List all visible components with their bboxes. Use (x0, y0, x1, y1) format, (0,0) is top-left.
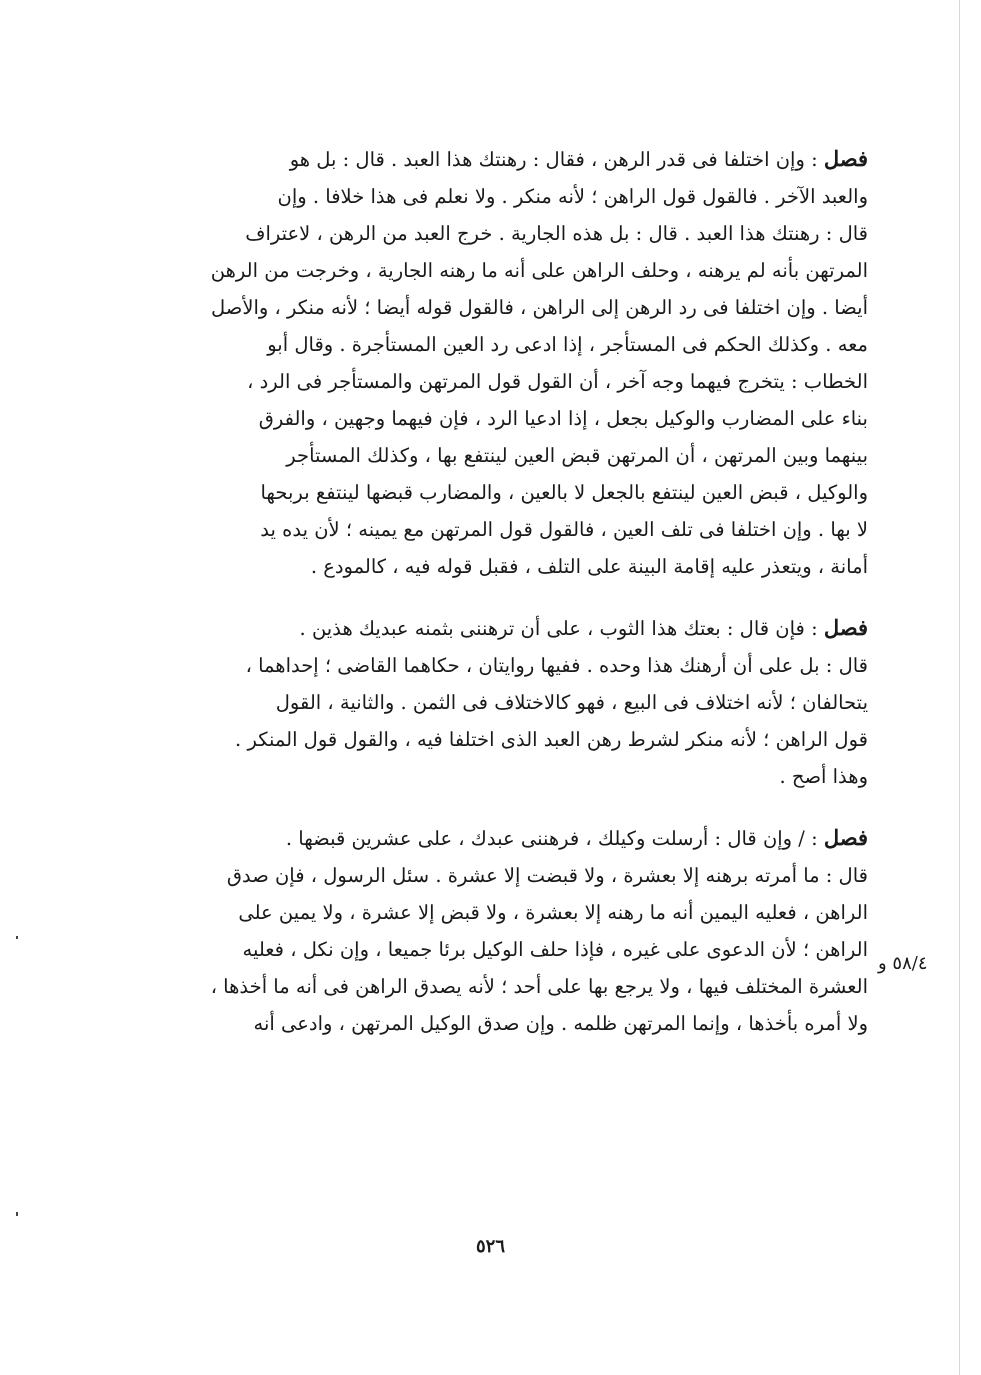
section-1-line-3: قال : رهنتك هذا العبد . قال : بل هذه الجارية . خرج العبد من الرهن ، لاعتراف (245, 222, 868, 245)
section-1-heading: فصل (823, 146, 868, 171)
page-body (150, 140, 868, 1042)
manuscript-folio-note: ٥٨/٤ و (878, 953, 928, 974)
section-1-line-1 (150, 140, 868, 178)
section-1-line-1-text: : وإن اختلفا فى قدر الرهن ، فقال : رهنتك هذا العبد . قال : بل هو (289, 148, 818, 171)
section-1-line-5: أيضا . وإن اختلفا فى رد الرهن إلى الراهن ، فالقول قوله أيضا ؛ لأنه منكر ، والأصل (211, 296, 868, 319)
section-1-line-10: والوكيل ، قبض العين لينتفع بالجعل لا بالعين ، والمضارب قبضها لينتفع بربحها (260, 481, 868, 504)
section-2-line-1-text: : فإن قال : بعتك هذا الثوب ، على أن ترهننى بثمنه عبديك هذين . (299, 617, 818, 640)
section-1 (150, 140, 868, 585)
section-1-line-6: معه . وكذلك الحكم فى المستأجر ، إذا ادعى رد العين المستأجرة . وقال أبو (267, 333, 868, 356)
section-1-line-8: بناء على المضارب والوكيل بجعل ، إذا ادعيا الرد ، فإن فيهما وجهين ، والفرق (258, 407, 868, 430)
section-1-line-9: بينهما وبين المرتهن ، أن المرتهن قبض العين لينتفع بها ، وكذلك المستأجر (286, 444, 868, 467)
section-2-line-2: قال : بل على أن أرهنك هذا وحده . ففيها روايتان ، حكاهما القاضى ؛ إحداهما ، (245, 654, 868, 677)
page-number: ٥٢٦ (475, 1236, 505, 1257)
section-3-line-1-text: : / وإن قال : أرسلت وكيلك ، فرهننى عبدك ، على عشرين قبضها . (285, 827, 818, 850)
section-3-line-3: الراهن ، فعليه اليمين أنه ما رهنه إلا بعشرة ، ولا قبض إلا عشرة ، ولا يمين على (238, 901, 868, 924)
section-1-line-4: المرتهن بأنه لم يرهنه ، وحلف الراهن على أنه ما رهنه الجارية ، وخرجت من الرهن (210, 259, 868, 282)
section-3 (150, 819, 868, 1042)
section-2-line-5: وهذا أصح . (779, 765, 868, 788)
section-2-heading: فصل (823, 615, 868, 640)
section-1-line-12: أمانة ، ويتعذر عليه إقامة البينة على التلف ، فقبل قوله فيه ، كالمودع . (310, 555, 868, 578)
section-1-line-11: لا بها . وإن اختلفا فى تلف العين ، فالقول قول المرتهن مع يمينه ؛ لأن يده يد (260, 518, 868, 541)
scan-speck-left-2 (16, 1212, 18, 1216)
section-3-heading: فصل (823, 825, 868, 850)
section-3-line-6: ولا أمره بأخذها ، وإنما المرتهن ظلمه . وإن صدق الوكيل المرتهن ، وادعى أنه (253, 1012, 868, 1035)
section-3-line-5: العشرة المختلف فيها ، ولا يرجع بها على أحد ؛ لأنه يصدق الراهن فى أنه ما أخذها ، (210, 975, 868, 998)
section-2 (150, 609, 868, 795)
section-3-line-4: الراهن ؛ لأن الدعوى على غيره ، فإذا حلف الوكيل برئا جميعا ، وإن نكل ، فعليه (242, 938, 868, 961)
section-2-line-1 (150, 609, 868, 647)
section-2-line-4: قول الراهن ؛ لأنه منكر لشرط رهن العبد الذى اختلفا فيه ، والقول قول المنكر . (235, 728, 868, 751)
scan-edge-mark (959, 0, 960, 1375)
section-1-line-7: الخطاب : يتخرج فيهما وجه آخر ، أن القول قول المرتهن والمستأجر فى الرد ، (247, 370, 868, 393)
section-2-line-3: يتحالفان ؛ لأنه اختلاف فى البيع ، فهو كالاختلاف فى الثمن . والثانية ، القول (275, 691, 868, 714)
section-3-line-1 (150, 819, 868, 857)
scan-speck-left-1 (16, 936, 18, 939)
section-1-line-2: والعبد الآخر . فالقول قول الراهن ؛ لأنه منكر . ولا نعلم فى هذا خلافا . وإن (277, 185, 868, 208)
section-3-line-2: قال : ما أمرته برهنه إلا بعشرة ، ولا قبضت إلا عشرة . سئل الرسول ، فإن صدق (226, 864, 868, 887)
